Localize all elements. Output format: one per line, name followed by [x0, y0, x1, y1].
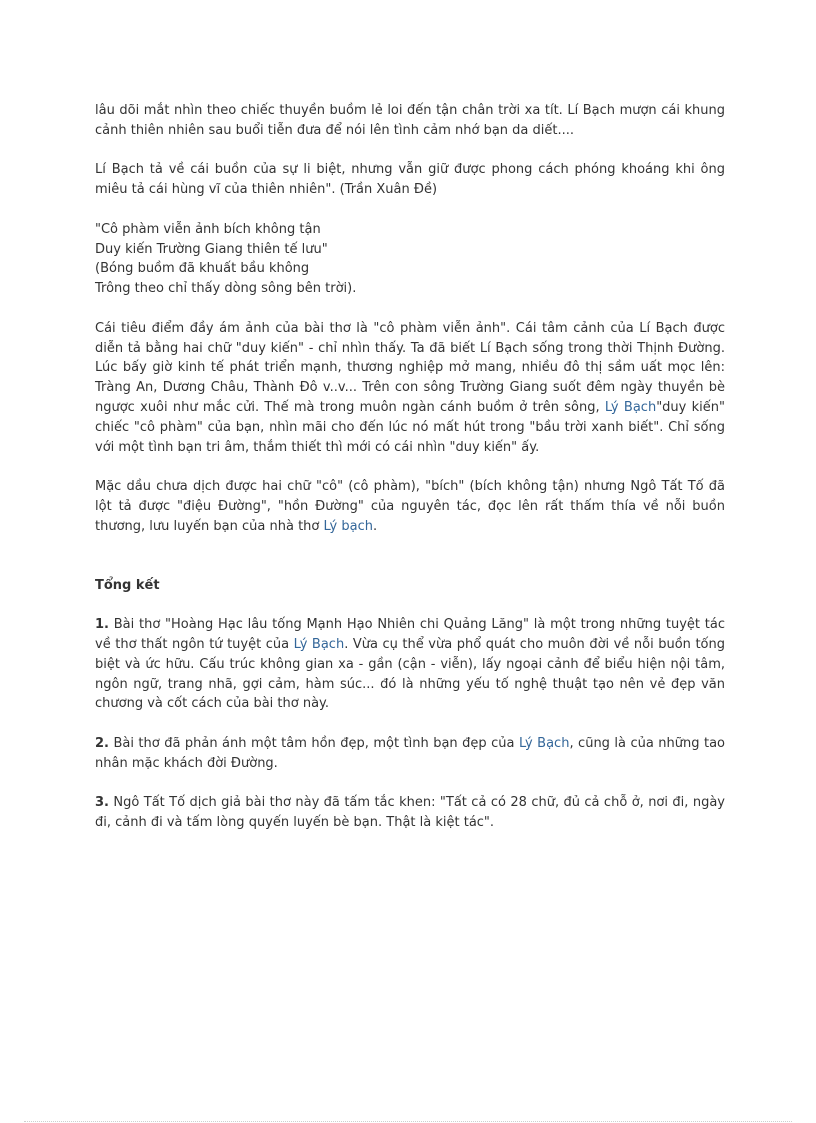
ly-bach-link[interactable]: Lý bạch — [323, 518, 373, 534]
paragraph-text: Ngô Tất Tố dịch giả bài thơ này đã tấm tắc khen: "Tất cả có 28 chữ, đủ cả chỗ ở, nơi đi, ngày đi, cảnh đi và tấm lòng quyến luyến bè bạn. Thật là kiệt tác". — [95, 795, 725, 831]
paragraph-translation — [95, 477, 725, 536]
poem-line-3: (Bóng buồm đã khuất bầu không — [95, 261, 310, 277]
paragraph-text: "duy kiến" chiếc "cô phàm" của bạn, nhìn mãi cho đến lúc nó mất hút trong "bầu trời xanh biết". Chỉ sống với một tình bạn tri âm, thắm thiết thì mới có cái nhìn "duy kiến" ấy. — [95, 399, 725, 455]
paragraph-farewell-view — [95, 101, 725, 141]
paragraph-text: . — [372, 518, 378, 534]
ly-bach-link[interactable]: Lý Bạch — [293, 636, 345, 652]
item-number: 3. — [95, 795, 109, 811]
item-number: 2. — [95, 735, 109, 751]
section-heading-summary: Tổng kết — [95, 577, 160, 593]
paragraph-focal-point — [95, 319, 725, 458]
ly-bach-link[interactable]: Lý Bạch — [604, 399, 657, 415]
paragraph-text: Bài thơ "Hoàng Hạc lâu tống Mạnh Hạo Nhiên chi Quảng Lăng" là một trong những tuyệt tác về thơ thất ngôn tứ tuyệt của — [95, 617, 725, 652]
summary-item-1 — [95, 615, 725, 714]
paragraph-text: Mặc dầu chưa dịch được hai chữ "cô" (cô phàm), "bích" (bích không tận) nhưng Ngô Tất Tố đã lột tả được "điệu Đường", "hồn Đường" của nguyên tác, đọc lên rất thấm thía về nỗi buồn thương, lưu luyến bạn của nhà thơ — [95, 479, 725, 534]
poem-line-4: Trông theo chỉ thấy dòng sông bên trời). — [95, 281, 357, 297]
page-footer-rule — [24, 1121, 792, 1122]
item-number: 1. — [95, 617, 109, 633]
summary-item-2 — [95, 734, 725, 774]
paragraph-text: lâu dõi mắt nhìn theo chiếc thuyền buồm lẻ loi đến tận chân trời xa tít. Lí Bạch mượn cái khung cảnh thiên nhiên sau buổi tiễn đưa để nói lên tình cảm nhớ bạn da diết.... — [95, 103, 725, 138]
document-body — [95, 101, 725, 853]
poem-line-1: "Cô phàm viễn ảnh bích không tận — [95, 221, 321, 237]
poem-excerpt — [95, 220, 725, 299]
ly-bach-link[interactable]: Lý Bạch — [518, 735, 570, 751]
paragraph-text: , cũng là của những tao nhân mặc khách đời Đường. — [95, 735, 725, 771]
paragraph-text: . Vừa cụ thể vừa phổ quát cho muôn đời về nỗi buồn tống biệt và ức hữu. Cấu trúc không gian xa - gần (cận - viễn), lấy ngoại cảnh để biểu hiện nội tâm, ngôn ngữ, trang nhã, gợi cảm, hàm súc... đó là những yếu tố nghệ thuật tạo nên vẻ đẹp văn chương và cốt cách của bài thơ này. — [95, 636, 726, 712]
paragraph-text: Lí Bạch tả về cái buồn của sự li biệt, nhưng vẫn giữ được phong cách phóng khoáng khi ông miêu tả cái hùng vĩ của thiên nhiên". (Trần Xuân Đề) — [95, 162, 725, 198]
paragraph-text: Bài thơ đã phản ánh một tâm hồn đẹp, một tình bạn đẹp của — [108, 735, 519, 751]
poem-line-2: Duy kiến Trường Giang thiên tế lưu" — [95, 241, 328, 257]
paragraph-text: Cái tiêu điểm đầy ám ảnh của bài thơ là "cô phàm viễn ảnh". Cái tâm cảnh của Lí Bạch được diễn tả bằng hai chữ "duy kiến" - chỉ nhìn thấy. Ta đã biết Lí Bạch sống trong thời Thịnh Đường. Lúc bấy giờ kinh tế phát triển mạnh, thương nghiệp mở mang, nhiều đô thị sầm uất mọc lên: Tràng An, Dương Châu, Thành Đô v..v... Trên con sông Trường Giang suốt đêm ngày thuyền bè ngược xuôi như mắc cửi. Thế mà trong muôn ngàn cánh buồm ở trên sông, — [95, 320, 725, 415]
paragraph-sorrow-quote — [95, 160, 725, 200]
summary-item-3 — [95, 793, 725, 833]
